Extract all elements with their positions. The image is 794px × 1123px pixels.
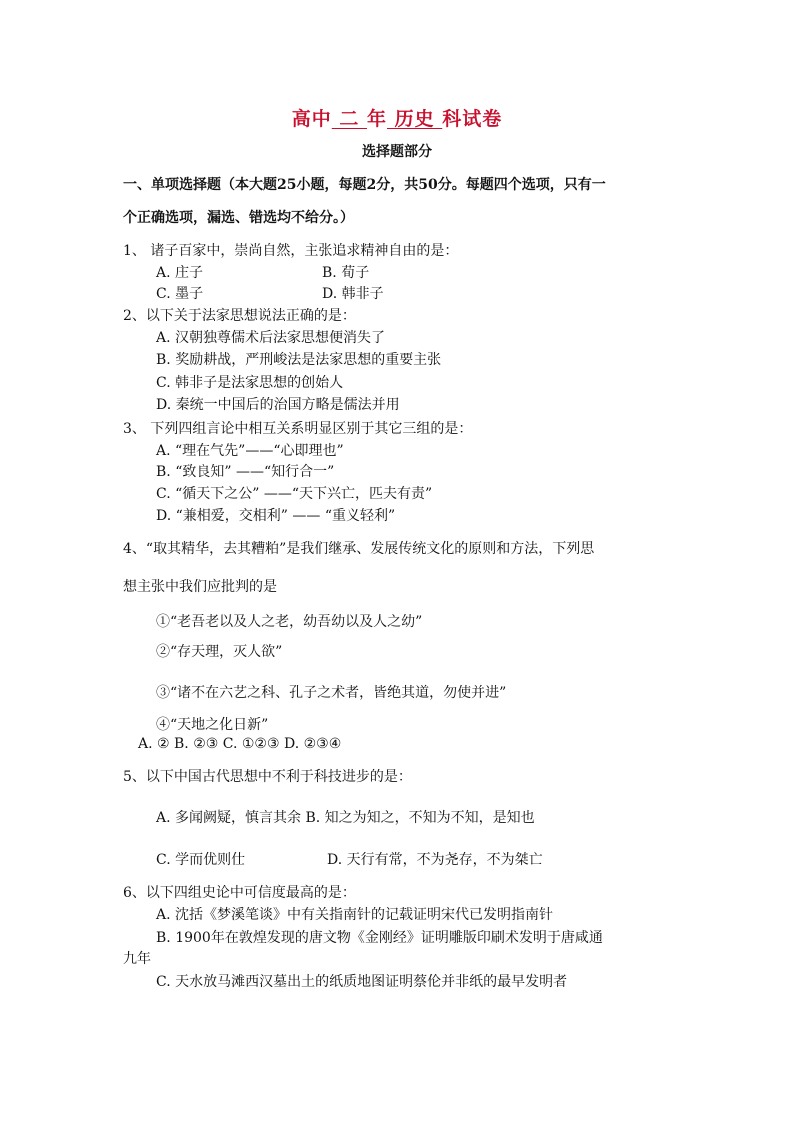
question-2-option-a: A. 汉朝独尊儒术后法家思想便消失了 (156, 330, 386, 346)
question-4-stem-line-2: 想主张中我们应批判的是 (123, 579, 277, 595)
title-year: 年 (366, 108, 387, 130)
page-title (0, 104, 794, 131)
question-6-option-a: A. 沈括《梦溪笔谈》中有关指南针的记载证明宋代已发明指南针 (156, 907, 554, 923)
question-4-item-3: ③“诸不在六艺之科、孔子之术者，皆绝其道，勿使并进” (156, 685, 507, 701)
title-suffix: 科试卷 (442, 108, 503, 130)
question-6-option-c: C. 天水放马滩西汉墓出土的纸质地图证明蔡伦并非纸的最早发明者 (156, 974, 568, 990)
question-2-option-c: C. 韩非子是法家思想的创始人 (156, 375, 344, 391)
question-6-option-b-line-1: B. 1900年在敦煌发现的唐文物《金刚经》证明雕版印刷术发明于唐咸通 (156, 930, 603, 946)
question-2-option-b: B. 奖励耕战，严刑峻法是法家思想的重要主张 (156, 352, 442, 368)
question-2-stem: 2、以下关于法家思想说法正确的是： (123, 308, 356, 324)
question-3-option-a: A. “理在气先”——“心即理也” (156, 443, 344, 459)
question-6-option-b-line-2: 九年 (123, 951, 151, 967)
question-6-stem: 6、以下四组史论中可信度最高的是： (123, 885, 356, 901)
section-instructions-line-1: 一、单项选择题（本大题25小题，每题2分，共50分。每题四个选项，只有一 (123, 177, 606, 193)
question-3-option-b: B. “致良知” ——“知行合一” (156, 464, 335, 480)
question-1-option-c: C. 墨子 (156, 286, 204, 302)
question-2-option-d: D. 秦统一中国后的治国方略是儒法并用 (156, 397, 400, 413)
title-subject: 历史 (387, 108, 443, 130)
question-4-item-4: ④“天地之化日新” (156, 717, 269, 733)
question-4-stem-line-1: 4、“取其精华，去其糟粕”是我们继承、发展传统文化的原则和方法，下列思 (123, 541, 595, 557)
title-prefix: 高中 (291, 108, 332, 130)
question-3-option-c: C. “循天下之公” ——“天下兴亡，匹夫有责” (156, 486, 433, 502)
question-5-options-ab: A. 多闻阙疑，慎言其余 B. 知之为知之，不知为不知，是知也 (156, 810, 535, 826)
question-1-option-d: D. 韩非子 (322, 286, 384, 302)
question-1-stem: 1、 诸子百家中，崇尚自然，主张追求精神自由的是： (123, 243, 459, 259)
section-subtitle: 选择题部分 (362, 144, 432, 160)
title-grade: 二 (331, 108, 367, 130)
question-1-option-a: A. 庄子 (156, 265, 204, 281)
question-1-option-b: B. 荀子 (322, 265, 370, 281)
question-5-option-d: D. 天行有常，不为尧存，不为桀亡 (327, 852, 543, 868)
question-5-option-c: C. 学而优则仕 (156, 852, 246, 868)
question-4-item-1: ①“老吾老以及人之老，幼吾幼以及人之幼” (156, 614, 423, 630)
question-3-stem: 3、 下列四组言论中相互关系明显区别于其它三组的是： (123, 421, 473, 437)
question-4-options: A. ② B. ②③ C. ①②③ D. ②③④ (138, 736, 342, 752)
question-4-item-2: ②“存天理，灭人欲” (156, 644, 283, 660)
section-instructions-line-2: 个正确选项，漏选、错选均不给分。） (123, 210, 354, 226)
question-3-option-d: D. “兼相爱，交相利” —— “重义轻利” (156, 508, 396, 524)
question-5-stem: 5、以下中国古代思想中不利于科技进步的是： (123, 769, 412, 785)
